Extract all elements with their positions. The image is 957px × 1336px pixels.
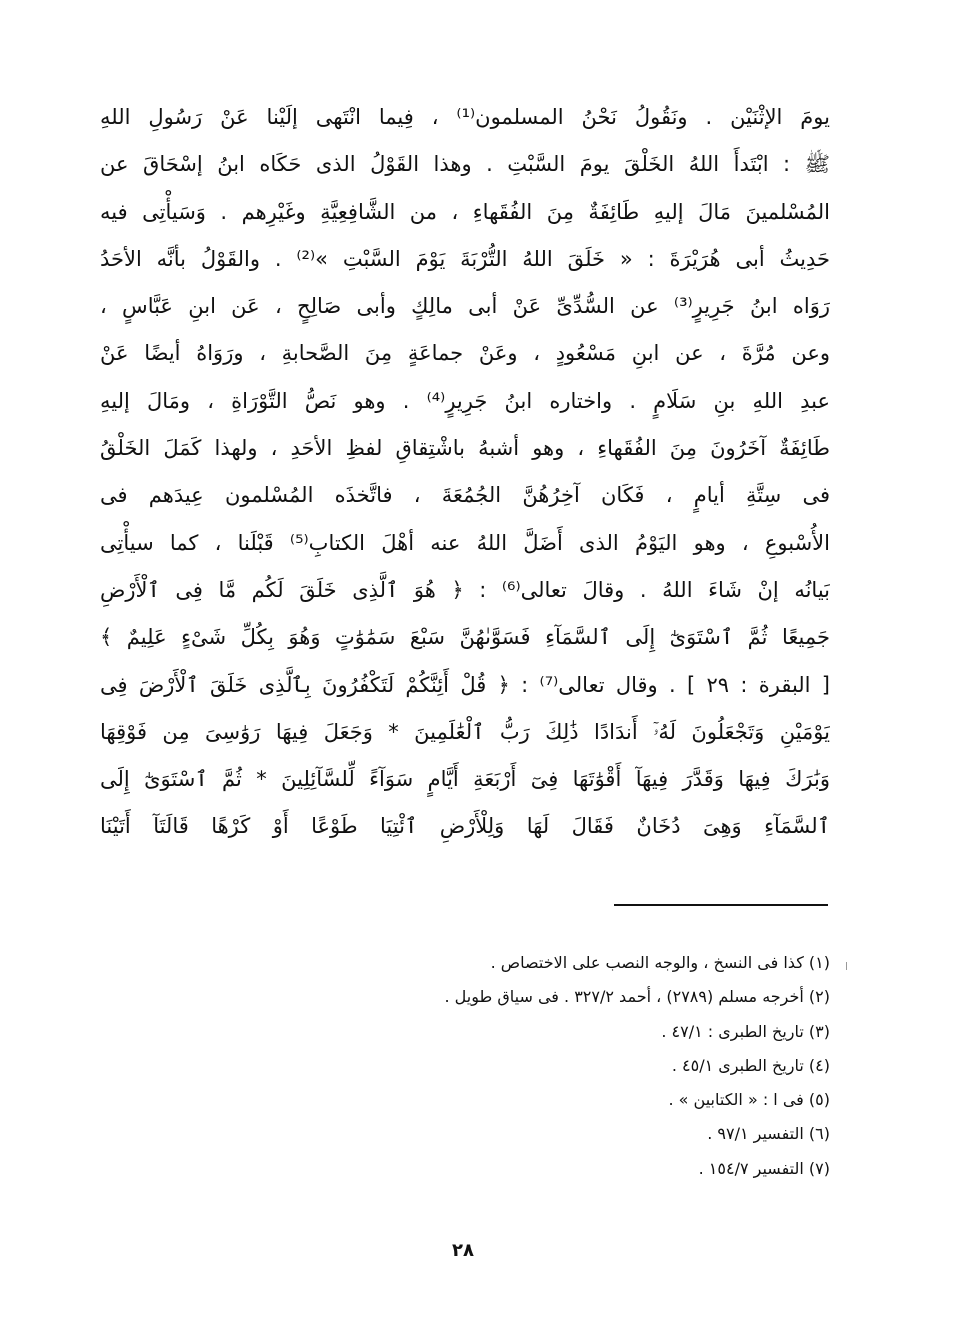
page-number: ٢٨ bbox=[452, 1240, 474, 1261]
text-line: وعن مُرَّةَ ، عن ابنِ مَسْعُودٍ ، وعَنْ جماعَةٍ مِنَ الصَّحابةِ ، ورَوَاهُ أيضًا عَنْ bbox=[100, 341, 830, 366]
footnote-item: (٤) تاريخ الطبرى ٤٥/١ . bbox=[671, 1055, 830, 1075]
footnote-item: (٧) التفسير ١٥٤/٧ . bbox=[698, 1158, 830, 1178]
footnote-item: (١) كذا فى النسخ ، والوجه النصب على الاختصاص . bbox=[490, 953, 830, 972]
text-line: وَبَٰرَكَ فِيهَا وَقَدَّرَ فِيهَآ أَقْوَٰتَهَا فِىٓ أَرْبَعَةِ أَيَّامٍ سَوَآءً لِّلسَّآئِلِينَ * ثُمَّ ٱسْتَوَىٰٓ إِلَى bbox=[100, 767, 830, 792]
text-line: طَائِفَةٌ آخَرُونَ مِنَ الفُقَهاءِ ، وهو أشبهُ باشْتِقاقِ لفظِ الأحَدِ ، ولهذا كَمَلَ الخَلْقُ bbox=[100, 436, 830, 461]
footnote-item: (٢) أخرجه مسلم (٢٧٨٩) ، أحمد ٣٢٧/٢ . فى سياق طويل . bbox=[444, 987, 830, 1007]
main-text-block bbox=[100, 94, 830, 851]
margin-mark bbox=[846, 962, 847, 970]
text-line: رَوَاه ابنُ جَرِيرٍ⁽³⁾ عن السُّدِّىِّ عَنْ أبى مالِكٍ وأبى صَالِحٍ ، عَن ابنِ عَبَّاسٍ ، bbox=[100, 294, 830, 319]
footnote-item: (٦) التفسير ٩٧/١ . bbox=[707, 1124, 830, 1144]
text-line: حَدِيثُ أبى هُرَيْرَةَ : « خَلَقَ اللهُ التُّرْبَةَ يَوْمَ السَّبْتِ »⁽²⁾ . والقَوْلُ بأنَّه الأحَدُ bbox=[100, 246, 830, 271]
text-line: الأُسْبوعِ ، وهو اليَوْمُ الذى أَضَلَّ اللهُ عنه أهْلَ الكتابِ⁽⁵⁾ قَبْلَنا ، كما سيأْتِى bbox=[100, 530, 830, 555]
text-line: يومَ الإثْنَيْن . ونَقُولُ نَحْنُ المسلمون⁽¹⁾ ، فِيما انْتَهى إلَيْنا عَنْ رَسُولِ اللهِ bbox=[100, 105, 830, 129]
footnote-item: (٥) فى ا : « الكتابين » . bbox=[668, 1090, 830, 1110]
text-line: جَمِيعًا ثُمَّ ٱسْتَوَىٰٓ إِلَى ٱلسَّمَآءِ فَسَوَّىٰهُنَّ سَبْعَ سَمَٰوَٰتٍ وَهُوَ بِكُلِّ شَىْءٍ عَلِيمٌ ﴾ bbox=[100, 625, 830, 650]
text-line: فى سِتَّةِ أيامٍ ، فَكَان آخِرُهُنَّ الجُمُعَةَ ، فاتَّخذَه المُسْلمون عِيدَهم فى bbox=[100, 483, 830, 508]
text-line: بَيانُه إنْ شَاءَ اللهُ . وقالَ تعالى⁽⁶⁾ : ﴿ هُوَ ٱلَّذِى خَلَقَ لَكُم مَّا فِى ٱلْأَرْضِ bbox=[100, 577, 830, 602]
text-line: ٱلسَّمَآءِ وَهِىَ دُخَانٌ فَقَالَ لَهَا وَلِلْأَرْضِ ٱئْتِيَا طَوْعًا أَوْ كَرْهًا قَالَتَآ أَتَيْنَا bbox=[100, 814, 830, 839]
footnote-separator bbox=[614, 904, 828, 906]
text-line: عبدِ اللهِ بنِ سَلَامٍ . واختاره ابنُ جَرِيرٍ⁽⁴⁾ . وهو نَصُّ التَّوْرَاةِ ، ومَالَ إليهِ bbox=[100, 388, 830, 413]
footnotes-block bbox=[300, 946, 830, 1186]
text-line: المُسْلمينَ مَالَ إليهِ طَائِفَةٌ مِنَ الفُقَهاءِ ، من الشَّافِعِيَّةِ وغَيْرِهم . وَسَيأْتِى فيه bbox=[100, 199, 830, 224]
text-line: يَوْمَيْنِ وَتَجْعَلُونَ لَهُۥٓ أَندَادًا ذَٰلِكَ رَبُّ ٱلْعَٰلَمِينَ * وَجَعَلَ فِيهَا رَوَٰسِىَ مِن فَوْقِهَا bbox=[100, 719, 830, 744]
text-line: [ البقرة : ٢٩ ] . وقال تعالى⁽⁷⁾ : ﴿ قُلْ أَئِنَّكُمْ لَتَكْفُرُونَ بِٱلَّذِى خَلَقَ ٱلْأَرْضَ فِى bbox=[100, 672, 830, 697]
footnote-item: (٣) تاريخ الطبرى : ٤٧/١ . bbox=[661, 1021, 830, 1041]
text-line: ﷺ : ابْتَدأَ اللهُ الخَلْقَ يومَ السَّبْتِ . وهذا القَوْلُ الذى حَكَاه ابنُ إسْحَاقَ عن bbox=[100, 152, 830, 177]
